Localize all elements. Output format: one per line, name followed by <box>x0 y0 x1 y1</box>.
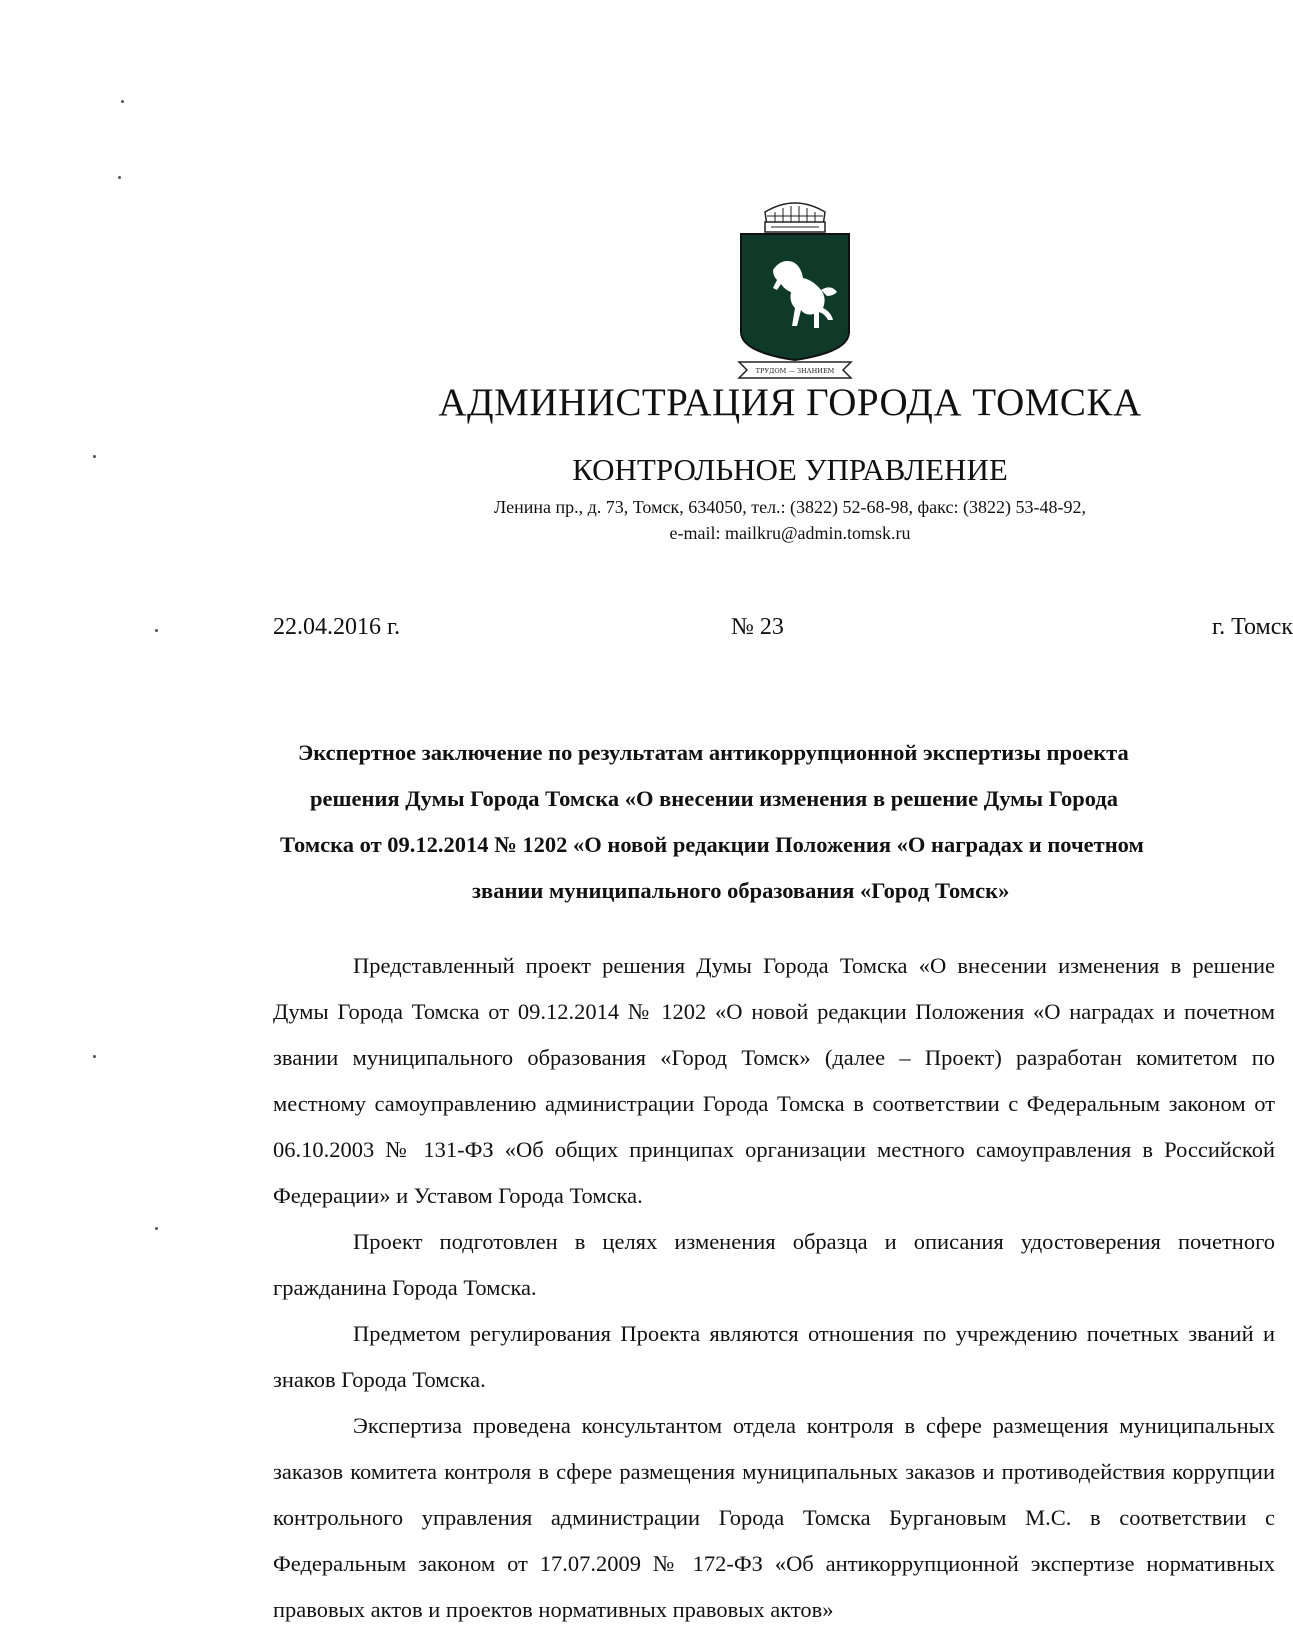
paragraph-text: Представленный проект решения Думы Города Томска «О внесении изменения в решение Думы Города Томска от 09.12.2014 № 1202 «О новой редакции Положения «О наградах и почетном звании муниципального образования «Город Томск» (далее – Проект) разработан комитетом по местному самоуправлению администрации Города Томска в соответствии с Федеральным законом от 06.10.2003 № 131-ФЗ «Об общих принципах организации местного самоуправления в Российской Федерации» и Уставом Города Томска. <box>273 953 1275 1208</box>
scan-speck <box>118 176 121 179</box>
scan-speck <box>93 1055 96 1058</box>
title-line: решения Думы Города Томска «О внесении изменения в решение Думы Города <box>310 786 1119 811</box>
motto-ribbon <box>739 362 851 378</box>
title-line: звании муниципального образования «Город Томск» <box>472 878 1010 903</box>
paragraph-text: Экспертиза проведена консультантом отдела контроля в сфере размещения муниципальных заказов комитета контроля в сфере размещения муниципальных заказов и противодействия коррупции контрольного управления администрации Города Томска Бургановым М.С. в соответствии с Федеральным законом от 17.07.2009 № 172-ФЗ «Об антикоррупционной экспертизе нормативных правовых актов и проектов нормативных правовых актов» <box>273 1413 1275 1622</box>
scan-speck <box>121 100 124 103</box>
body-paragraph <box>273 1403 1275 1633</box>
address-block <box>380 494 1200 546</box>
document-date: 22.04.2016 г. <box>273 614 401 640</box>
document-title <box>268 730 1278 914</box>
scan-speck <box>155 1227 158 1230</box>
address-line: Ленина пр., д. 73, Томск, 634050, тел.: (3822) 52-68-98, факс: (3822) 53-48-92, <box>494 497 1086 517</box>
scan-speck <box>155 629 158 632</box>
tomsk-coat-of-arms-icon <box>735 192 855 380</box>
document-body <box>273 943 1275 1633</box>
paragraph-text: Предметом регулирования Проекта являются отношения по учреждению почетных званий и знаков Города Томска. <box>273 1321 1275 1392</box>
body-paragraph <box>273 1311 1275 1403</box>
body-paragraph <box>273 943 1275 1219</box>
document-number: № 23 <box>731 614 784 640</box>
svg-text:ТРУДОМ — ЗНАНИЕМ: ТРУДОМ — ЗНАНИЕМ <box>755 367 835 375</box>
scan-speck <box>93 455 96 458</box>
document-city: г. Томск <box>1212 614 1293 640</box>
department-title: КОНТРОЛЬНОЕ УПРАВЛЕНИЕ <box>572 452 1008 487</box>
paragraph-text: Проект подготовлен в целях изменения образца и описания удостоверения почетного гражданина Города Томска. <box>273 1229 1275 1300</box>
body-paragraph <box>273 1219 1275 1311</box>
title-line: Томска от 09.12.2014 № 1202 «О новой редакции Положения «О наградах и почетном <box>280 832 1144 857</box>
organization-title: АДМИНИСТРАЦИЯ ГОРОДА ТОМСКА <box>438 381 1142 424</box>
crown-icon <box>765 203 825 232</box>
email-line: e-mail: mailkru@admin.tomsk.ru <box>669 523 911 543</box>
title-line: Экспертное заключение по результатам антикоррупционной экспертизы проекта <box>298 740 1129 765</box>
